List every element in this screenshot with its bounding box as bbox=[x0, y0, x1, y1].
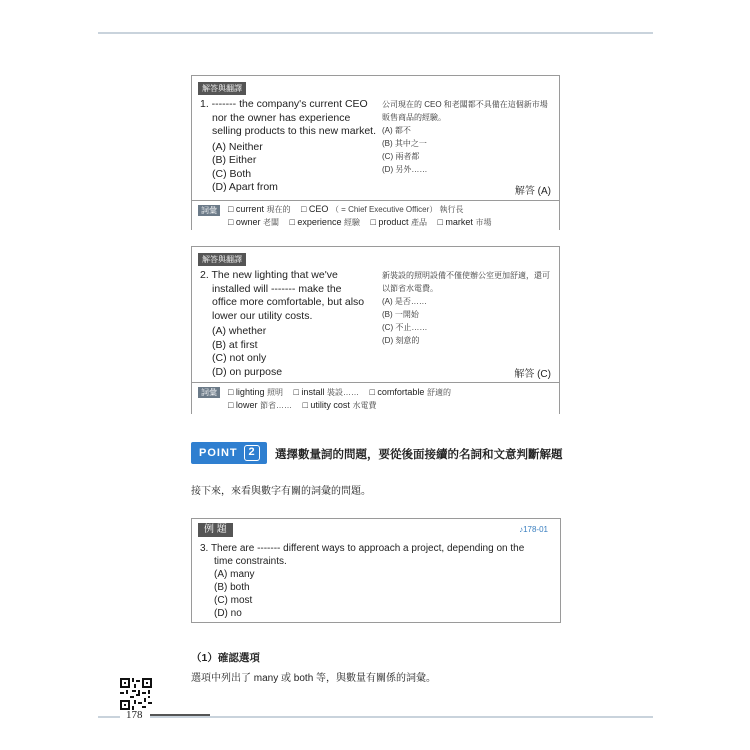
q2-zh-line: 以節省水電費。 bbox=[382, 284, 438, 293]
example-option: (A) many bbox=[214, 568, 255, 580]
vocab-item: □ lower 節省…… bbox=[228, 400, 292, 410]
vocab-item: □ utility cost 水電費 bbox=[302, 400, 377, 410]
q1-option: (D) Apart from bbox=[212, 181, 278, 193]
vocab-item: □ product 產品 bbox=[370, 217, 427, 227]
q1-translation bbox=[382, 98, 548, 176]
vocab-item: □ CEO （ = Chief Executive Officer） 執行長 bbox=[300, 204, 464, 214]
example-option: (C) most bbox=[214, 594, 253, 606]
q1-vocab-line-1 bbox=[228, 203, 472, 216]
point-number: 2 bbox=[244, 445, 260, 461]
vocab-item: □ current 現在的 bbox=[228, 204, 291, 214]
q1-question-text bbox=[200, 98, 376, 195]
audio-track-label[interactable]: ♪178-01 bbox=[519, 525, 548, 534]
vocab-item: □ install 裝設…… bbox=[293, 387, 359, 397]
vocab-item: □ market 市場 bbox=[437, 217, 492, 227]
section-heading: （1）確認選項 bbox=[191, 652, 260, 664]
q2-option: (A) whether bbox=[212, 325, 267, 337]
footer-rule-left bbox=[98, 716, 120, 718]
q1-answer: 解答 (A) bbox=[514, 186, 551, 197]
q2-zh-line: 新裝設的照明設備不僅使辦公室更加舒適，還可 bbox=[382, 271, 550, 280]
q1-line: 1. ------- the company's current CEO bbox=[200, 98, 368, 110]
section-text: 選項中列出了 many 或 both 等，與數量有關係的詞彙。 bbox=[191, 673, 437, 684]
intro-text: 接下來，來看與數字有關的詞彙的問題。 bbox=[191, 486, 371, 497]
q2-answer: 解答 (C) bbox=[514, 369, 551, 380]
page-number: 178 bbox=[126, 709, 143, 721]
q2-line: office more comfortable, but also bbox=[212, 296, 365, 308]
answer-box-q2 bbox=[191, 246, 560, 414]
q2-translation bbox=[382, 269, 550, 347]
q2-option: (C) not only bbox=[212, 352, 267, 364]
q2-vocab-line-2 bbox=[228, 399, 384, 412]
q2-line: installed will ------- make the bbox=[212, 282, 342, 295]
vocab-tag: 詞彙 bbox=[198, 205, 220, 216]
point-badge bbox=[191, 442, 267, 464]
q1-line: nor the owner has experience bbox=[212, 111, 351, 124]
q2-vocab-section bbox=[192, 382, 559, 414]
answer-translation-tag: 解答與翻譯 bbox=[198, 253, 246, 266]
q1-option: (C) Both bbox=[212, 167, 252, 180]
q2-option: (D) on purpose bbox=[212, 365, 283, 378]
answer-box-q1 bbox=[191, 75, 560, 230]
q1-zh-option: (D) 另外…… bbox=[382, 165, 428, 174]
example-option: (B) both bbox=[214, 581, 250, 593]
example-line: time constraints. bbox=[214, 555, 287, 567]
q2-line: lower our utility costs. bbox=[212, 309, 313, 322]
q2-zh-option: (C) 不止…… bbox=[382, 323, 428, 332]
point-label: POINT bbox=[199, 447, 238, 459]
q2-zh-option: (B) 一開始 bbox=[382, 310, 419, 319]
q2-question-text bbox=[200, 269, 364, 379]
q2-vocab-line-1 bbox=[228, 386, 459, 399]
footer-rule bbox=[150, 716, 653, 718]
q1-zh-line: 販售商品的經驗。 bbox=[382, 113, 446, 122]
example-question bbox=[200, 543, 555, 620]
example-box bbox=[191, 518, 561, 623]
q1-zh-option: (B) 其中之一 bbox=[382, 139, 427, 148]
example-tag: 例 題 bbox=[198, 523, 233, 537]
point-title: 選擇數量詞的問題，要從後面接續的名詞和文意判斷解題 bbox=[275, 449, 563, 461]
vocab-item: □ comfortable 舒適的 bbox=[369, 387, 451, 397]
example-option: (D) no bbox=[214, 607, 242, 619]
q1-line: selling products to this new market. bbox=[212, 125, 376, 137]
vocab-item: □ lighting 照明 bbox=[228, 387, 283, 397]
footer-rule-accent bbox=[150, 714, 210, 716]
q1-option: (B) Either bbox=[212, 154, 257, 166]
q1-vocab-section bbox=[192, 200, 559, 230]
qr-code-icon[interactable] bbox=[120, 678, 152, 710]
q1-option: (A) Neither bbox=[212, 140, 263, 153]
answer-translation-tag: 解答與翻譯 bbox=[198, 82, 246, 95]
q2-zh-option: (D) 刻意的 bbox=[382, 336, 420, 345]
q2-zh-option: (A) 是否…… bbox=[382, 297, 427, 306]
q2-option: (B) at first bbox=[212, 338, 258, 351]
q1-zh-line: 公司現在的 CEO 和老闆都不具備在這個新市場 bbox=[382, 100, 548, 109]
q1-vocab-line-2 bbox=[228, 216, 499, 229]
q1-zh-option: (C) 兩者都 bbox=[382, 152, 420, 161]
vocab-item: □ owner 老闆 bbox=[228, 217, 279, 227]
example-line: 3. There are ------- different ways to approach a project, depending on the bbox=[200, 543, 525, 554]
q1-zh-option: (A) 都不 bbox=[382, 126, 411, 135]
top-rule bbox=[98, 32, 653, 34]
q2-line: 2. The new lighting that we've bbox=[200, 269, 338, 281]
vocab-item: □ experience 經驗 bbox=[289, 217, 360, 227]
vocab-tag: 詞彙 bbox=[198, 387, 220, 398]
